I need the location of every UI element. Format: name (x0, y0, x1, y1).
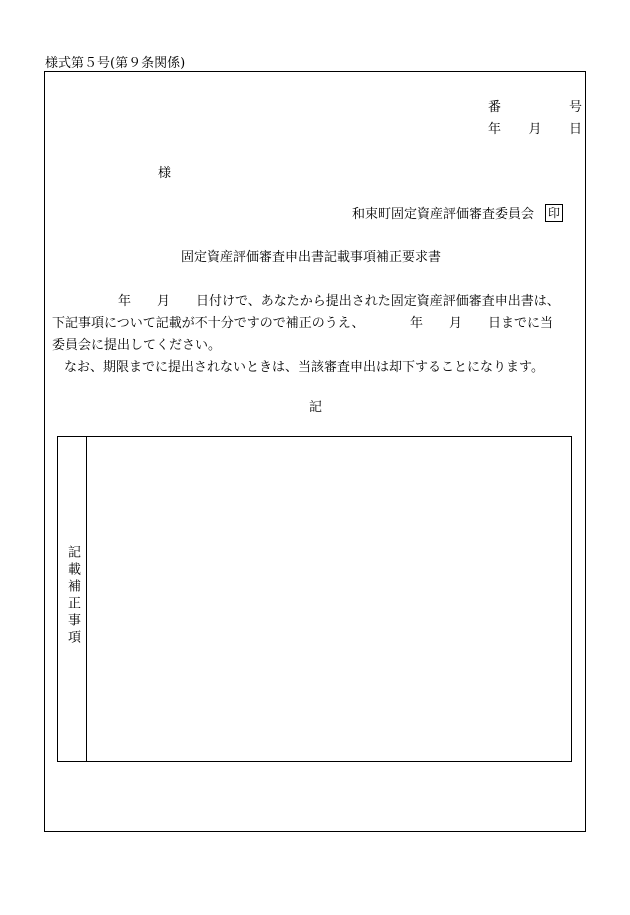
document-number-line (488, 96, 582, 115)
date-char-month: 月 (528, 122, 542, 137)
correction-items-content[interactable] (87, 437, 571, 761)
issuer-row (352, 203, 563, 222)
body-paragraph-1-line-2: 下記事項について記載が不十分ですので補正のうえ、 年 月 日までに当 (52, 316, 554, 331)
document-title: 固定資産評価審査申出書記載事項補正要求書 (181, 250, 442, 265)
body-paragraph-1-line-3: 委員会に提出してください。 (52, 338, 222, 353)
ki-heading: 記 (309, 400, 323, 415)
document-date-line (488, 118, 582, 137)
correction-items-label-cell (58, 437, 87, 761)
correction-items-table (57, 436, 572, 762)
number-char-ban: 番 (488, 100, 502, 115)
date-char-year: 年 (488, 122, 502, 137)
correction-items-label: 記載補正事項 (65, 545, 80, 647)
body-paragraph-1-line-1: 年 月 日付けで、あなたから提出された固定資産評価審査申出書は、 (118, 294, 560, 309)
body-paragraph-2: なお、期限までに提出されないときは、当該審査申出は却下することになります。 (64, 360, 544, 375)
date-char-day: 日 (568, 122, 582, 137)
number-char-go: 号 (568, 100, 582, 115)
seal-mark: 印 (545, 204, 563, 222)
form-number-label: 様式第５号(第９条関係) (45, 56, 186, 71)
addressee-suffix: 様 (158, 166, 172, 181)
issuer-name: 和束町固定資産評価審査委員会 (352, 207, 535, 222)
